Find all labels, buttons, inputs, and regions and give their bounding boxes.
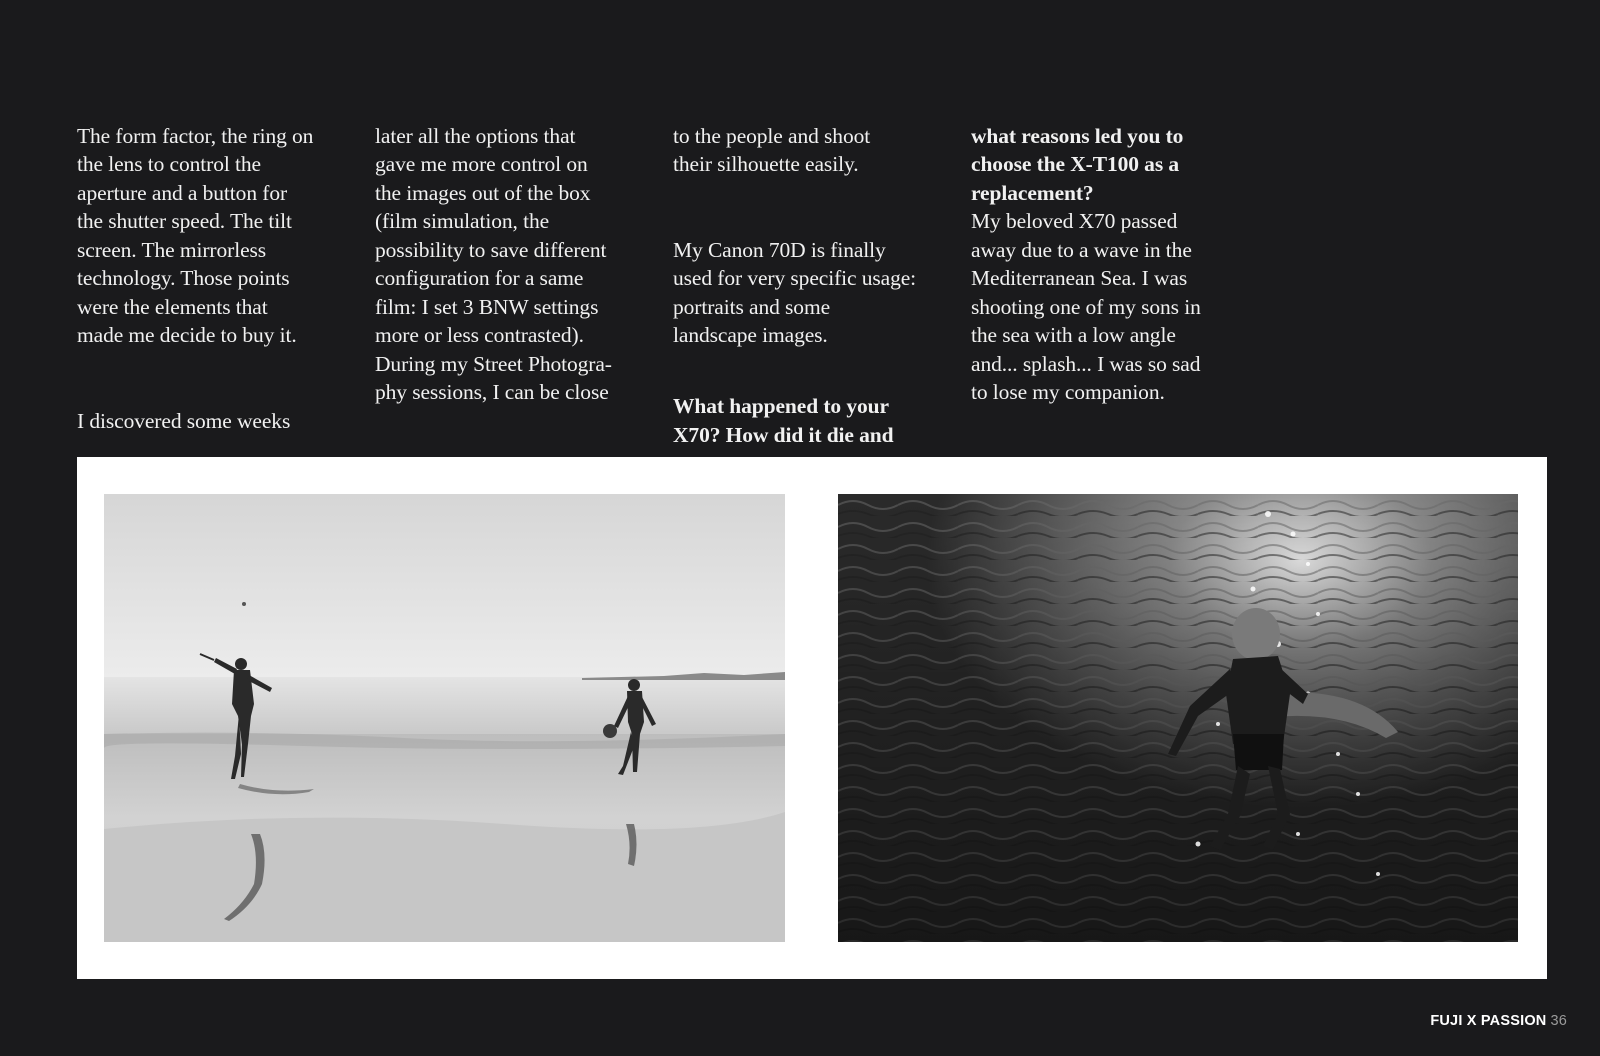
column-2-paragraph-1: later all the options that gave me more control on the images out of the box (film simulation, the possibility to save different configuration for a same film: I set 3 BNW settings more or less contrasted). During my Street Photogra- phy sessions, I can be close	[375, 123, 612, 404]
page-footer	[1430, 1013, 1567, 1029]
article-column-3	[673, 93, 957, 449]
interview-question-continued: what reasons led you to choose the X-T100 as a replacement?	[971, 123, 1184, 205]
column-1-paragraph-1: The form factor, the ring on the lens to control the aperture and a button for the shutter speed. The tilt screen. The mirrorless technology. Those points were the elements that made me decide to buy it.	[77, 123, 314, 347]
column-1-paragraph-2: I discovered some weeks	[77, 408, 291, 433]
article-column-1	[77, 93, 361, 435]
article-column-2	[375, 93, 659, 407]
interview-question: What happened to your X70? How did it die and	[673, 394, 894, 447]
boy-with-bodyboard-in-sea-photo	[838, 494, 1518, 942]
photo-panel	[77, 457, 1547, 979]
column-3-paragraph-1: to the people and shoot their silhouette easily.	[673, 123, 871, 176]
magazine-name: FUJI X PASSION	[1430, 1013, 1547, 1029]
column-3-paragraph-2: My Canon 70D is finally used for very specific usage: portraits and some landscape images.	[673, 237, 917, 347]
page-number: 36	[1550, 1013, 1567, 1029]
beach-racket-players-photo	[104, 494, 785, 942]
column-4-answer: My beloved X70 passed away due to a wave in the Mediterranean Sea. I was shooting one of my sons in the sea with a low angle and... splash... I was so sad to lose my companion.	[971, 209, 1201, 404]
article-column-4	[971, 93, 1255, 435]
article-text-columns	[77, 93, 1277, 447]
